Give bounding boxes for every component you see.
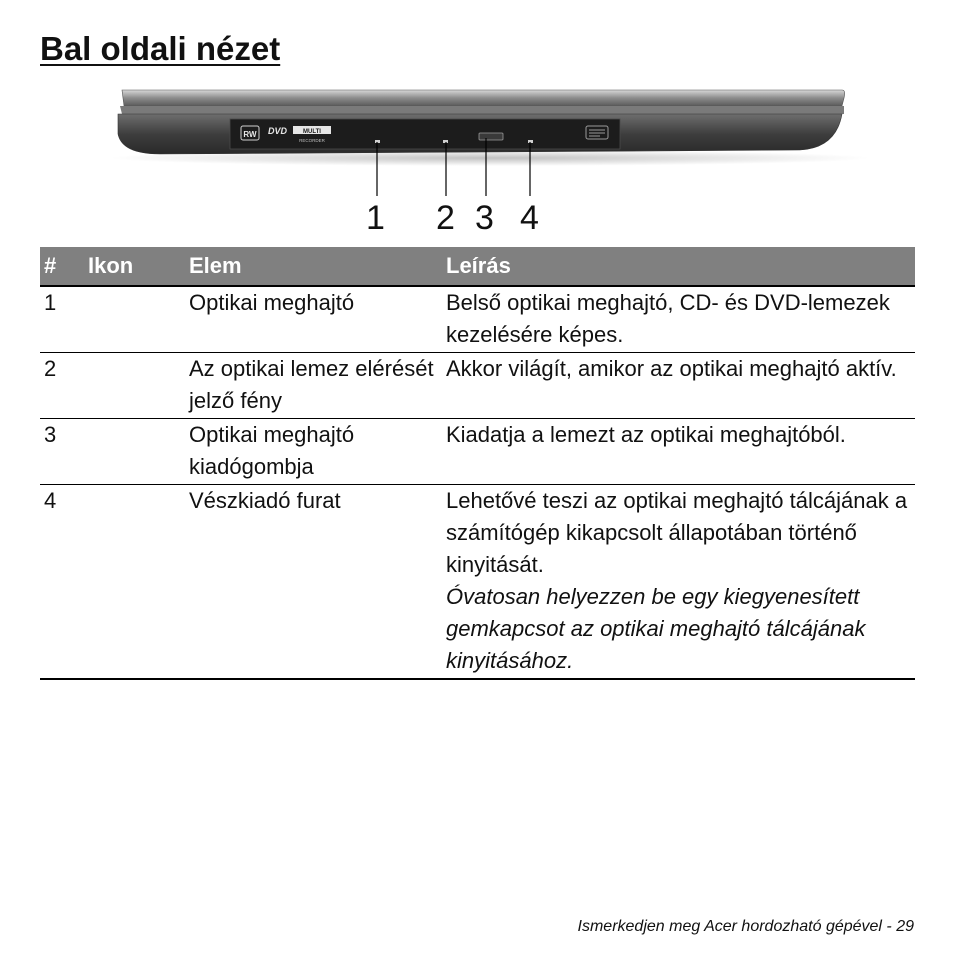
row-elem: Az optikai lemez elérését jelző fény — [185, 353, 442, 419]
table-row — [40, 419, 915, 485]
page-footer: Ismerkedjen meg Acer hordozható gépével - 29 — [577, 918, 914, 935]
left-side-components-table — [40, 247, 915, 680]
table-row — [40, 485, 915, 680]
row-desc: Kiadatja a lemezt az optikai meghajtóból. — [442, 419, 915, 485]
table-header-row — [40, 247, 915, 286]
page-title: Bal oldali nézet — [40, 30, 281, 67]
row-num: 2 — [40, 353, 84, 419]
row-icon — [84, 353, 185, 419]
table-row — [40, 353, 915, 419]
callout-4: 4 — [520, 199, 539, 237]
rw-badge-label: RW — [243, 130, 257, 139]
header-elem: Elem — [185, 247, 442, 286]
recorder-label: RECORDER — [299, 138, 325, 143]
multi-badge-label: MULTI — [303, 129, 321, 135]
row-desc: Akkor világít, amikor az optikai meghajtó aktív. — [442, 353, 915, 419]
row-icon — [84, 485, 185, 680]
dvd-logo: DVD — [268, 126, 288, 136]
header-desc: Leírás — [442, 247, 915, 286]
header-num: # — [40, 247, 84, 286]
row-num: 4 — [40, 485, 84, 680]
header-icon: Ikon — [84, 247, 185, 286]
row-desc-cell — [442, 485, 915, 680]
callout-2: 2 — [436, 199, 455, 237]
row-num: 1 — [40, 286, 84, 353]
callout-3: 3 — [475, 199, 494, 237]
row-elem: Optikai meghajtó kiadógombja — [185, 419, 442, 485]
row-elem: Optikai meghajtó — [185, 286, 442, 353]
row-desc: Belső optikai meghajtó, CD- és DVD-lemezek kezelésére képes. — [442, 286, 915, 353]
row-icon — [84, 419, 185, 485]
row-icon — [84, 286, 185, 353]
row-elem: Vészkiadó furat — [185, 485, 442, 680]
callout-1: 1 — [366, 199, 385, 237]
optical-eject-button[interactable] — [479, 133, 503, 140]
table-row — [40, 286, 915, 353]
row-note: Óvatosan helyezzen be egy kiegyenesített gemkapcsot az optikai meghajtó tálcájának kinyitásához. — [446, 584, 866, 673]
row-num: 3 — [40, 419, 84, 485]
row-desc: Lehetővé teszi az optikai meghajtó tálcájának a számítógép kikapcsolt állapotában történő kinyitását. — [446, 488, 908, 577]
